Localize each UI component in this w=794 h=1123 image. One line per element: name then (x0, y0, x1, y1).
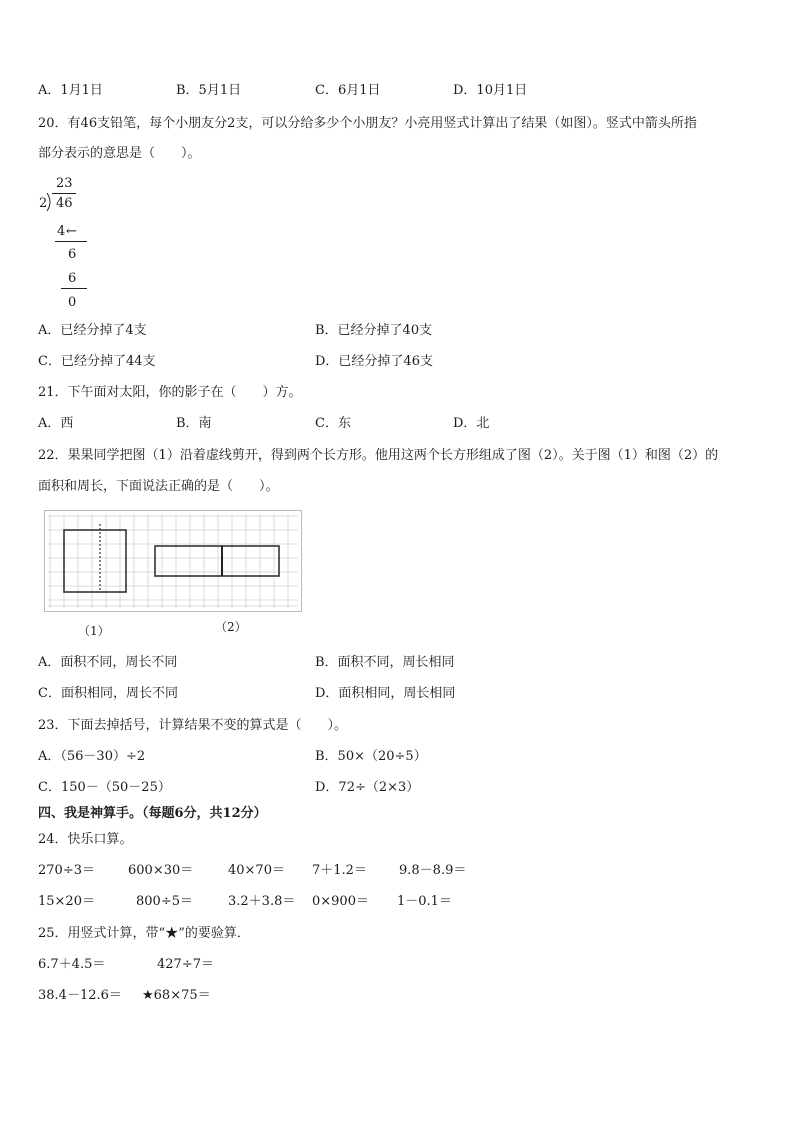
q24-item: 270÷3＝ (38, 863, 95, 878)
division-step1: 4 (57, 224, 66, 239)
division-remainder1: 6 (68, 247, 77, 262)
q21-option-c[interactable]: C．东 (315, 416, 351, 431)
q20-option-b[interactable]: B．已经分掉了40支 (315, 323, 433, 338)
q24-item: 3.2＋3.8＝ (228, 894, 296, 909)
q22-option-d[interactable]: D．面积相同，周长相同 (315, 686, 456, 701)
section-4-title: 四、我是神算手。（每题6分，共12分） (38, 806, 267, 821)
q21-stem: 21．下午面对太阳，你的影子在（ ）方。 (38, 385, 302, 400)
q21-option-a[interactable]: A．西 (38, 416, 74, 431)
q23-option-b[interactable]: B．50×（20÷5） (315, 749, 427, 764)
q22-stem-line1: 22．果果同学把图（1）沿着虚线剪开，得到两个长方形。他用这两个长方形组成了图（2）。关于图（1）和图（2）的 (38, 448, 719, 463)
q20-option-d[interactable]: D．已经分掉了46支 (315, 354, 433, 369)
q25-item: 38.4－12.6＝ (38, 988, 122, 1003)
q24-item: 1－0.1＝ (397, 894, 452, 909)
q25-item: 6.7＋4.5＝ (38, 957, 106, 972)
q19-option-d[interactable]: D．10月1日 (453, 83, 528, 98)
q24-item: 15×20＝ (38, 894, 95, 909)
division-line1 (55, 241, 87, 242)
arrow-left-icon: ← (66, 224, 77, 239)
q20-stem-line1: 20．有46支铅笔，每个小朋友分2支，可以分给多少个小朋友？小亮用竖式计算出了结果（如图）。竖式中箭头所指 (38, 116, 697, 131)
q24-item: 600×30＝ (128, 863, 194, 878)
division-divisor: 2 (39, 196, 48, 211)
q25-stem: 25．用竖式计算，带“★”的要验算． (38, 926, 250, 941)
q22-option-b[interactable]: B．面积不同，周长相同 (315, 655, 455, 670)
q25-item: 427÷7＝ (157, 957, 214, 972)
q24-stem: 24．快乐口算。 (38, 832, 133, 847)
q19-option-a[interactable]: A．1月1日 (38, 83, 103, 98)
q24-item: 7＋1.2＝ (312, 863, 367, 878)
q24-item: 800÷5＝ (136, 894, 193, 909)
q19-option-b[interactable]: B．5月1日 (176, 83, 242, 98)
q20-option-a[interactable]: A．已经分掉了4支 (38, 323, 147, 338)
division-dividend: 46 (56, 196, 73, 211)
q21-option-d[interactable]: D．北 (453, 416, 490, 431)
q22-option-c[interactable]: C．面积相同，周长不同 (38, 686, 178, 701)
q23-option-a[interactable]: A．（56－30）÷2 (38, 749, 146, 764)
division-step2: 6 (68, 271, 77, 286)
q22-stem-line2: 面积和周长，下面说法正确的是（ ）。 (38, 479, 279, 494)
division-line2 (61, 288, 87, 289)
q24-item: 40×70＝ (228, 863, 285, 878)
grid-figure (44, 510, 302, 612)
q24-item: 0×900＝ (312, 894, 369, 909)
figure-1-label: （1） (78, 624, 110, 638)
division-quotient: 23 (56, 176, 73, 191)
division-bar (52, 193, 76, 194)
q21-option-b[interactable]: B．南 (176, 416, 212, 431)
q23-stem: 23．下面去掉括号，计算结果不变的算式是（ ）。 (38, 718, 348, 733)
q20-option-c[interactable]: C．已经分掉了44支 (38, 354, 156, 369)
q24-item: 9.8－8.9＝ (399, 863, 467, 878)
division-bracket (46, 192, 54, 212)
q25-item: ★68×75＝ (142, 988, 211, 1003)
division-final: 0 (68, 295, 77, 310)
q20-stem-line2: 部分表示的意思是（ ）。 (38, 146, 201, 161)
q19-option-c[interactable]: C．6月1日 (315, 83, 381, 98)
figure-2-label: （2） (215, 620, 247, 634)
q22-option-a[interactable]: A．面积不同，周长不同 (38, 655, 178, 670)
q23-option-c[interactable]: C．150－（50－25） (38, 780, 171, 795)
q23-option-d[interactable]: D．72÷（2×3） (315, 780, 420, 795)
